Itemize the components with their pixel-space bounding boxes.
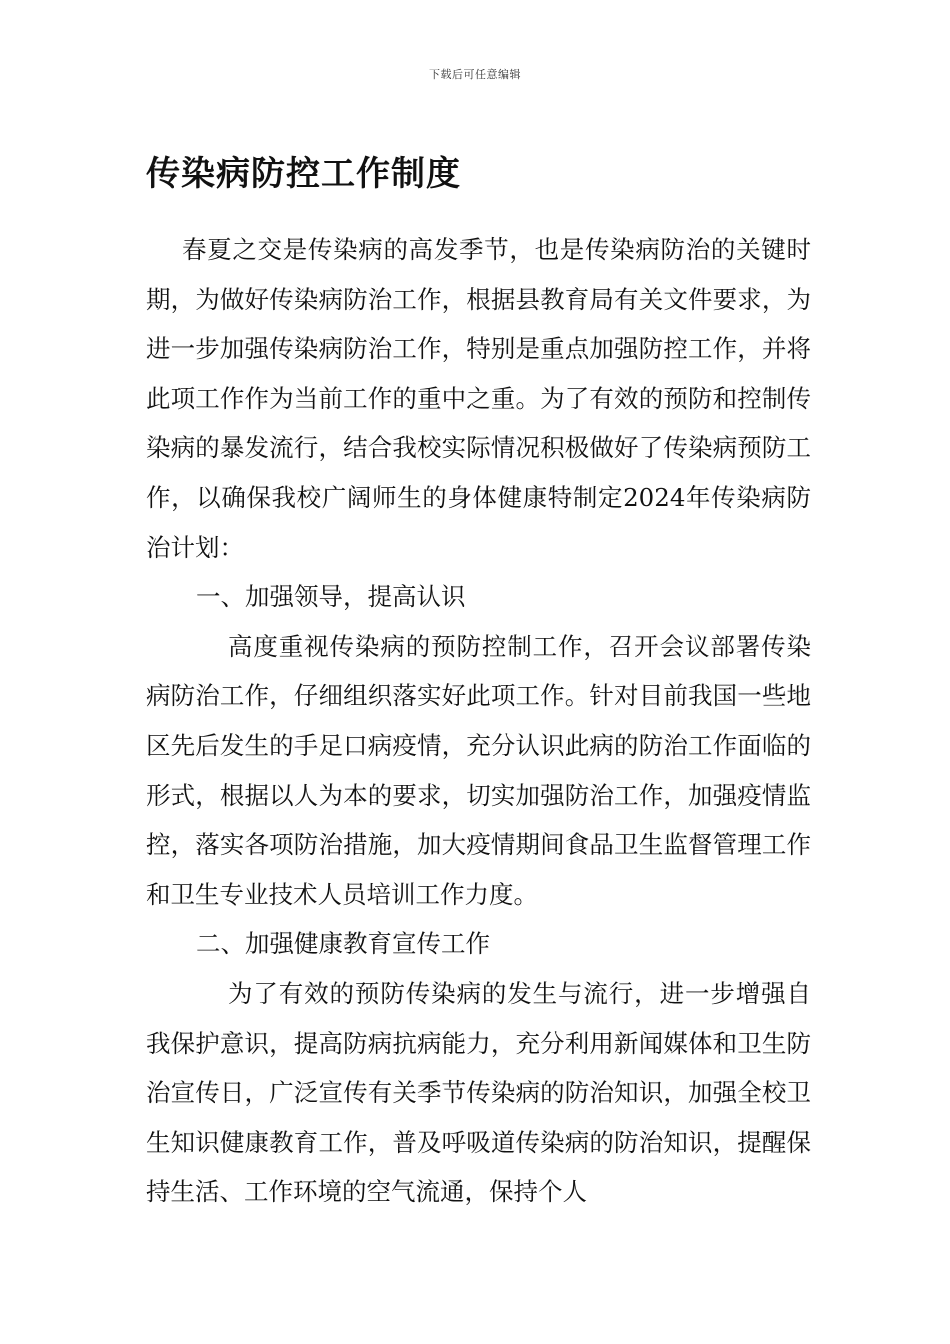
page-header-note: 下载后可任意编辑: [429, 68, 521, 81]
document-title: 传染病防控工作制度: [146, 154, 461, 194]
section-1-paragraph: 高度重视传染病的预防控制工作，召开会议部署传染病防治工作，仔细组织落实好此项工作。针对目前我国一些地区先后发生的手足口病疫情，充分认识此病的防治工作面临的形式，根据以人为本的要求，切实加强防治工作，加强疫情监控，落实各项防治措施，加大疫情期间食品卫生监督管理工作和卫生专业技术人员培训工作力度。: [146, 631, 811, 909]
section-heading-1: 一、加强领导，提高认识: [196, 582, 466, 612]
intro-paragraph: 春夏之交是传染病的高发季节，也是传染病防治的关键时期，为做好传染病防治工作，根据县教育局有关文件要求，为进一步加强传染病防治工作，特别是重点加强防控工作，并将此项工作作为当前工作的重中之重。为了有效的预防和控制传染病的暴发流行，结合我校实际情况积极做好了传染病预防工作，以确保我校广阔师生的身体健康特制定2024年传染病防治计划：: [146, 235, 811, 562]
section-heading-2: 二、加强健康教育宣传工作: [196, 929, 490, 959]
section-2-paragraph: 为了有效的预防传染病的发生与流行，进一步增强自我保护意识，提高防病抗病能力，充分利用新闻媒体和卫生防治宣传日，广泛宣传有关季节传染病的防治知识，加强全校卫生知识健康教育工作，普及呼吸道传染病的防治知识，提醒保持生活、工作环境的空气流通，保持个人: [146, 978, 811, 1207]
document-body: [146, 225, 811, 1217]
